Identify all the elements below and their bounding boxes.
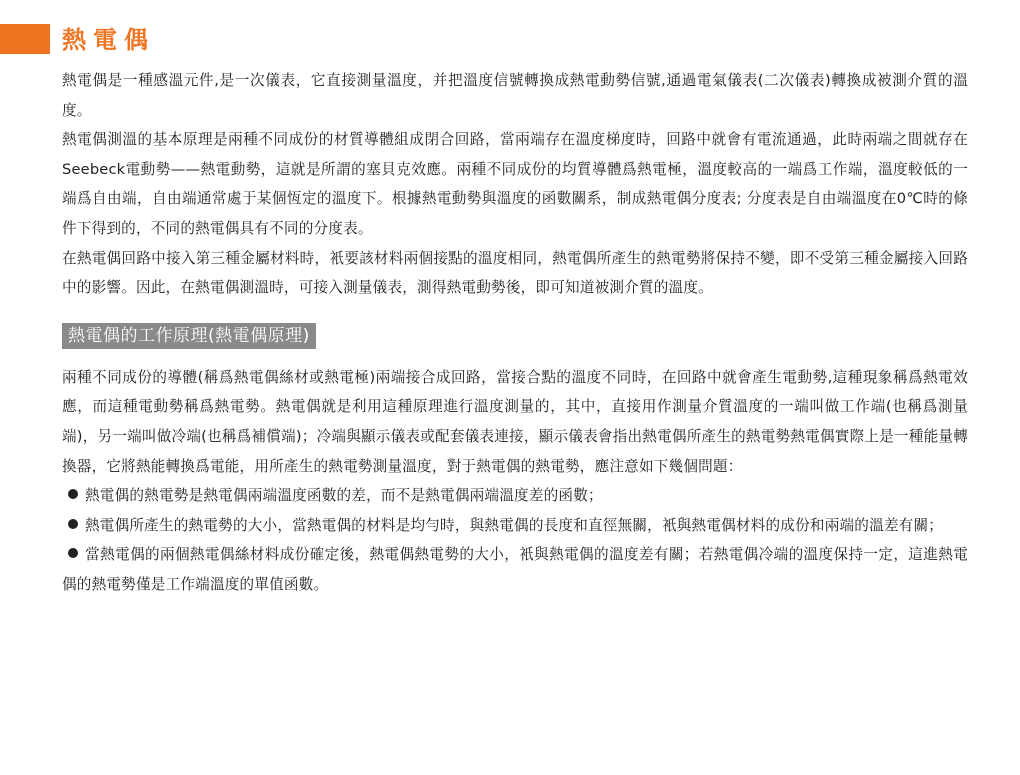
bullet-dot-icon — [68, 519, 78, 529]
bullet-item — [62, 540, 968, 599]
section-paragraph: 兩種不同成份的導體(稱爲熱電偶絲材或熱電極)兩端接合成回路，當接合點的溫度不同時，在回路中就會產生電動勢,這種現象稱爲熱電效應，而這種電動勢稱爲熱電勢。熱電偶就是利用這種原理進行溫度測量的，其中，直接用作測量介質溫度的一端叫做工作端(也稱爲測量端)，另一端叫做冷端(也稱爲補償端)；冷端與顯示儀表或配套儀表連接，顯示儀表會指出熱電偶所產生的熱電勢熱電偶實際上是一種能量轉換器，它將熱能轉換爲電能，用所產生的熱電勢測量溫度，對于熱電偶的熱電勢，應注意如下幾個問題： — [62, 368, 968, 475]
bullet-dot-icon — [68, 489, 78, 499]
title-row — [0, 20, 1020, 60]
bullet-item — [62, 481, 968, 511]
bullet-item — [62, 511, 968, 541]
intro-paragraph-2: 熱電偶測溫的基本原理是兩種不同成份的材質導體組成閉合回路，當兩端存在溫度梯度時，回路中就會有電流通過，此時兩端之間就存在Seebeck電動勢——熱電動勢，這就是所謂的塞貝克效應。兩種不同成份的均質導體爲熱電極，溫度較高的一端爲工作端，溫度較低的一端爲自由端，自由端通常處于某個恆定的溫度下。根據熱電動勢與溫度的函數關系，制成熱電偶分度表; 分度表是自由端溫度在0℃時的條件下得到的，不同的熱電偶具有不同的分度表。 — [62, 131, 968, 237]
bullet-text: 熱電偶的熱電勢是熱電偶兩端溫度函數的差，而不是熱電偶兩端溫度差的函數； — [85, 487, 603, 505]
bullet-text: 當熱電偶的兩個熱電偶絲材料成份確定後，熱電偶熱電勢的大小，衹與熱電偶的溫度差有關；若熱電偶冷端的溫度保持一定，這進熱電偶的熱電勢僅是工作端溫度的單值函數。 — [62, 546, 968, 593]
bullet-dot-icon — [68, 548, 78, 558]
section-heading: 熱電偶的工作原理(熱電偶原理) — [62, 323, 316, 349]
intro-paragraph-3: 在熱電偶回路中接入第三種金屬材料時，衹要該材料兩個接點的溫度相同，熱電偶所產生的熱電勢將保持不變，即不受第三種金屬接入回路中的影響。因此，在熱電偶測溫時，可接入測量儀表，測得熱電動勢後，即可知道被測介質的溫度。 — [62, 249, 968, 297]
intro-paragraph-1: 熱電偶是一種感溫元件,是一次儀表，它直接測量溫度，并把溫度信號轉換成熱電動勢信號,通過電氣儀表(二次儀表)轉換成被測介質的溫度。 — [62, 72, 968, 119]
page-title: 熱電偶 — [62, 26, 155, 54]
title-accent-bar — [0, 24, 50, 54]
article-body — [62, 66, 968, 600]
bullet-text: 熱電偶所產生的熱電勢的大小，當熱電偶的材料是均勻時，與熱電偶的長度和直徑無關，衹與熱電偶材料的成份和兩端的溫差有關； — [85, 516, 944, 534]
